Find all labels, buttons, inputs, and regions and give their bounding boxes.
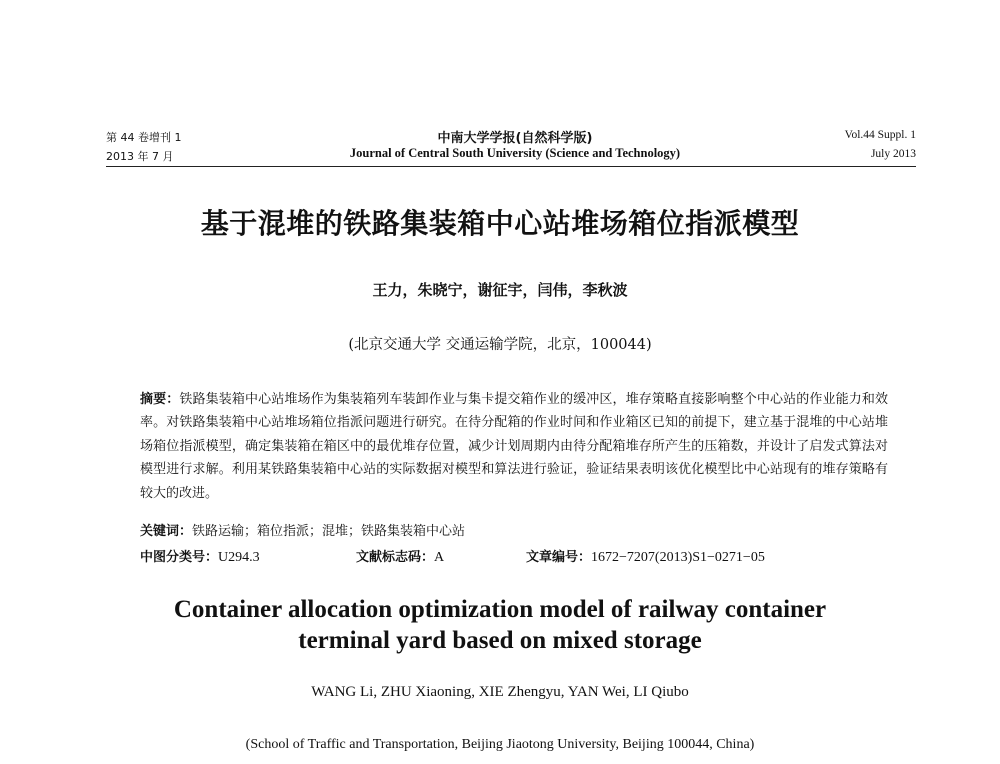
header-date-en: July 2013 [870, 148, 916, 160]
document-code [356, 546, 444, 566]
clc-value: U294.3 [218, 550, 260, 565]
keywords-text: 铁路运输；箱位指派；混堆；铁路集装箱中心站 [192, 524, 466, 539]
author-list-cn: 王力，朱晓宁，谢征宇，闫伟，李秋波 [372, 281, 628, 299]
header-date-cn: 2013 年 7 月 [106, 150, 174, 163]
article-no-value: 1672−7207(2013)S1−0271−05 [591, 550, 765, 565]
keywords-label: 关键词： [140, 524, 193, 539]
clc-label: 中图分类号： [140, 550, 219, 565]
article-number [526, 546, 765, 566]
clc-number [140, 546, 260, 566]
keywords-cn [140, 520, 888, 539]
doc-code-value: A [434, 550, 445, 565]
affiliation-cn: (北京交通大学 交通运输学院，北京，100044) [348, 337, 652, 353]
title-en-line2: terminal yard based on mixed storage [298, 627, 702, 654]
title-en-line1: Container allocation optimization model of railway container [173, 596, 827, 623]
abstract-text: 铁路集装箱中心站堆场作为集装箱列车装卸作业与集卡提交箱作业的缓冲区，堆存策略直接影响整个中心站的作业能力和效率。对铁路集装箱中心站堆场箱位指派问题进行研究。在待分配箱的作业时间和作业箱区已知的前提下，建立基于混堆的中心站堆场箱位指派模型，确定集装箱在箱区中的最优堆存位置，减少计划周期内由待分配箱堆存所产生的压箱数，并设计了启发式算法对模型进行求解。利用某铁路集装箱中心站的实际数据对模型和算法进行验证，验证结果表明该优化模型比中心站现有的堆存策略有较大的改进。 [140, 392, 888, 501]
doc-code-label: 文献标志码： [356, 550, 435, 565]
header-volume-cn: 第 44 卷增刊 1 [106, 131, 182, 144]
header-journal-cn: 中南大学学报(自然科学版) [437, 131, 593, 146]
paper-title-en [0, 594, 1000, 656]
paper-title-cn: 基于混堆的铁路集装箱中心站堆场箱位指派模型 [200, 207, 800, 240]
header-volume-en: Vol.44 Suppl. 1 [844, 129, 916, 141]
abstract-cn [140, 388, 888, 505]
header-rule [106, 166, 916, 167]
affiliation-en: (School of Traffic and Transportation, Beijing Jiaotong University, Beijing 100044, China) [245, 737, 755, 752]
abstract-label: 摘要： [140, 392, 180, 407]
article-no-label: 文章编号： [526, 550, 592, 565]
author-list-en: WANG Li, ZHU Xiaoning, XIE Zhengyu, YAN Wei, LI Qiubo [311, 684, 689, 700]
header-journal-en: Journal of Central South University (Science and Technology) [349, 146, 681, 160]
